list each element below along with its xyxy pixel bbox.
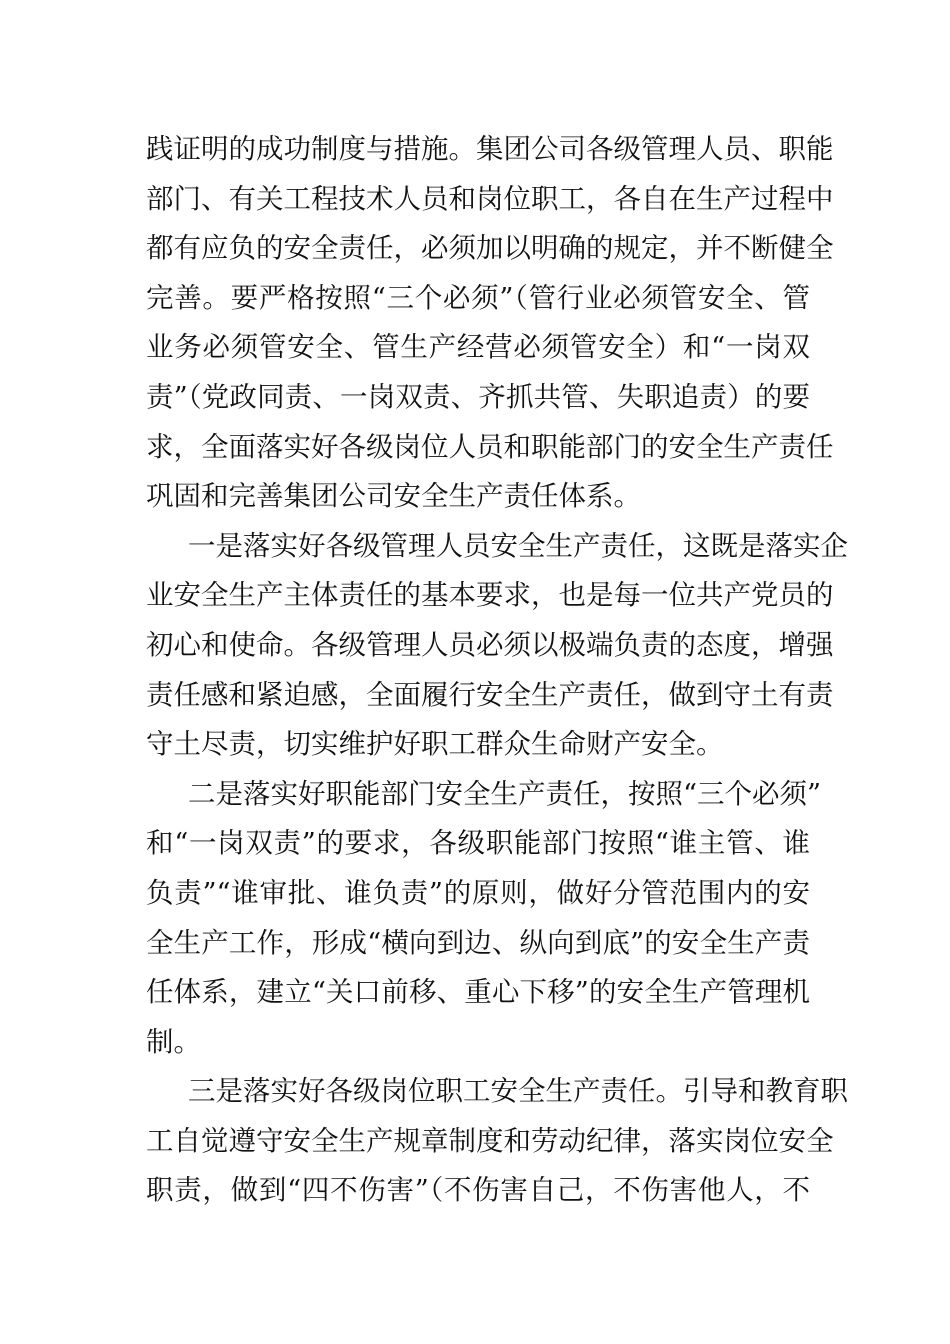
text-line: 三是落实好各级岗位职工安全生产责任。引导和教育职: [188, 1075, 848, 1108]
text-line: 都有应负的安全责任，必须加以明确的规定，并不断健全: [146, 232, 834, 265]
text-line: 和“一岗双责”的要求，各级职能部门按照“谁主管、谁: [146, 827, 810, 860]
text-line: 全生产工作，形成“横向到边、纵向到底”的安全生产责: [146, 926, 810, 959]
text-line: 部门、有关工程技术人员和岗位职工，各自在生产过程中: [146, 182, 834, 215]
body-text: [146, 125, 848, 1216]
text-line: 工自觉遵守安全生产规章制度和劳动纪律，落实岗位安全: [146, 1124, 834, 1157]
text-line: 守土尽责，切实维护好职工群众生命财产安全。: [146, 728, 724, 761]
text-line: 完善。要严格按照“三个必须”（管行业必须管安全、管: [146, 281, 810, 314]
text-line: 任体系，建立“关口前移、重心下移”的安全生产管理机: [146, 976, 810, 1009]
text-line: 求，全面落实好各级岗位人员和职能部门的安全生产责任: [146, 430, 834, 463]
text-line: 职责，做到“四不伤害”（不伤害自己，不伤害他人，不: [146, 1174, 810, 1207]
text-line: 制。: [146, 1025, 201, 1058]
text-line: 责任感和紧迫感，全面履行安全生产责任，做到守土有责: [146, 678, 834, 711]
text-line: 负责”“谁审批、谁负责”的原则，做好分管范围内的安: [146, 876, 810, 909]
text-line: 责”（党政同责、一岗双责、齐抓共管、失职追责）的要: [146, 380, 810, 413]
text-line: 二是落实好职能部门安全生产责任，按照“三个必须”: [188, 777, 822, 810]
text-line: 业务必须管安全、管生产经营必须管安全）和“一岗双: [146, 331, 810, 364]
text-line: 巩固和完善集团公司安全生产责任体系。: [146, 480, 641, 513]
text-line: 初心和使命。各级管理人员必须以极端负责的态度，增强: [146, 628, 834, 661]
text-line: 业安全生产主体责任的基本要求，也是每一位共产党员的: [146, 579, 834, 612]
text-line: 践证明的成功制度与措施。集团公司各级管理人员、职能: [146, 133, 834, 165]
text-line: 一是落实好各级管理人员安全生产责任，这既是落实企: [188, 529, 848, 562]
